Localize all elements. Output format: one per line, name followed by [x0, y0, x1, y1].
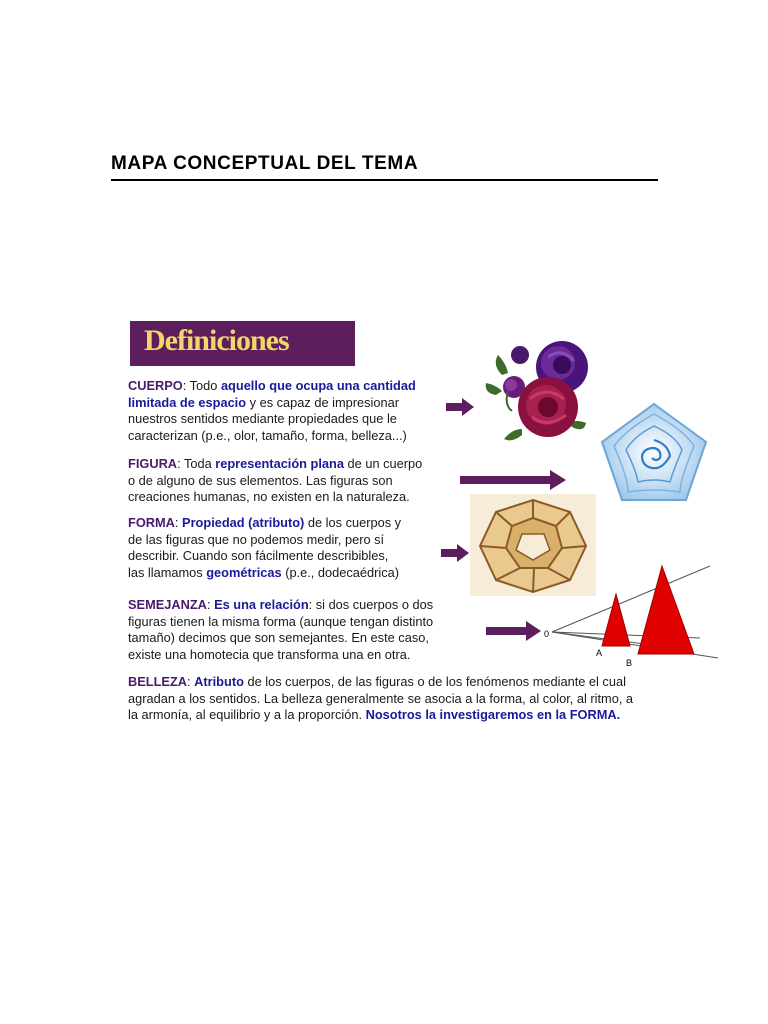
term-semejanza: SEMEJANZA [128, 597, 207, 612]
semejanza-text: : [206, 597, 215, 612]
definition-figura [128, 456, 422, 506]
belleza-text: : [187, 674, 195, 689]
figura-text-2: o de alguno de sus elementos. Las figuras son [128, 472, 393, 488]
arrow-right-icon [446, 398, 474, 416]
term-figura: FIGURA [128, 456, 178, 471]
belleza-highlight-2: Nosotros la investigaremos en la FORMA. [365, 707, 621, 723]
arrow-right-icon [441, 544, 469, 562]
small-triangle [602, 594, 630, 646]
homothety-diagram [540, 560, 722, 670]
semejanza-text-4: existe una homotecia que transforma una en otra. [128, 646, 411, 662]
banner-title: Definiciones [144, 324, 289, 357]
point-a-label: A [596, 648, 603, 658]
large-triangle [638, 566, 694, 654]
figura-text-end: de un cuerpo [343, 456, 423, 471]
forma-text: : [174, 515, 183, 530]
term-cuerpo: CUERPO [128, 378, 183, 393]
cuerpo-highlight-2: limitada de espacio [128, 394, 247, 410]
definition-cuerpo [128, 378, 416, 444]
cuerpo-text-3: nuestros sentidos mediante propiedades que le [128, 411, 397, 427]
definition-belleza [128, 674, 633, 724]
origin-label: 0 [544, 629, 550, 639]
point-b-label: B [626, 658, 633, 668]
cuerpo-text-4: caracterizan (p.e., olor, tamaño, forma, belleza...) [128, 427, 407, 443]
definitions-banner [130, 321, 355, 366]
term-belleza: BELLEZA [128, 674, 188, 689]
forma-text-4: las llamamos [128, 564, 207, 580]
term-forma: FORMA [128, 515, 175, 530]
cuerpo-text-2: y es capaz de impresionar [246, 394, 399, 410]
page-title: MAPA CONCEPTUAL DEL TEMA [111, 153, 419, 174]
cuerpo-highlight: aquello que ocupa una cantidad [220, 378, 416, 393]
semejanza-text-3: tamaño) decimos que son semejantes. En este caso, [128, 630, 429, 646]
pentagon-spiral-image [596, 400, 712, 504]
belleza-text-2: agradan a los sentidos. La belleza generalmente se asocia a la forma, al color, al ritmo, a [128, 690, 634, 706]
semejanza-text-2: figuras tienen la misma forma (aunque tengan distinto [128, 613, 434, 629]
belleza-text-end: de los cuerpos, de las figuras o de los fenómenos mediante el cual [243, 674, 626, 689]
semejanza-text-end: : si dos cuerpos o dos [308, 597, 434, 612]
forma-text-end: de los cuerpos y [304, 515, 402, 530]
forma-text-4-end: (p.e., dodecaédrica) [281, 564, 400, 580]
belleza-highlight: Atributo [194, 674, 244, 689]
forma-text-3: describir. Cuando son fácilmente describibles, [128, 548, 389, 564]
forma-text-2: de las figuras que no podemos medir, pero sí [128, 531, 385, 547]
semejanza-highlight: Es una relación [214, 597, 309, 612]
arrow-right-icon [460, 470, 566, 490]
forma-highlight: Propiedad (atributo) [182, 515, 305, 530]
figura-text: : Toda [177, 456, 216, 471]
figura-highlight: representación plana [215, 456, 344, 471]
definition-semejanza [128, 597, 433, 663]
figura-text-3: creaciones humanas, no existen en la naturaleza. [128, 489, 410, 505]
cuerpo-text: : Todo [182, 378, 221, 393]
arrow-right-icon [486, 621, 541, 641]
forma-highlight-2: geométricas [206, 564, 282, 580]
roses-image [482, 335, 600, 447]
definition-forma [128, 515, 401, 581]
belleza-text-3: la armonía, al equilibrio y a la proporción. [128, 707, 366, 723]
title-underline [111, 179, 658, 181]
